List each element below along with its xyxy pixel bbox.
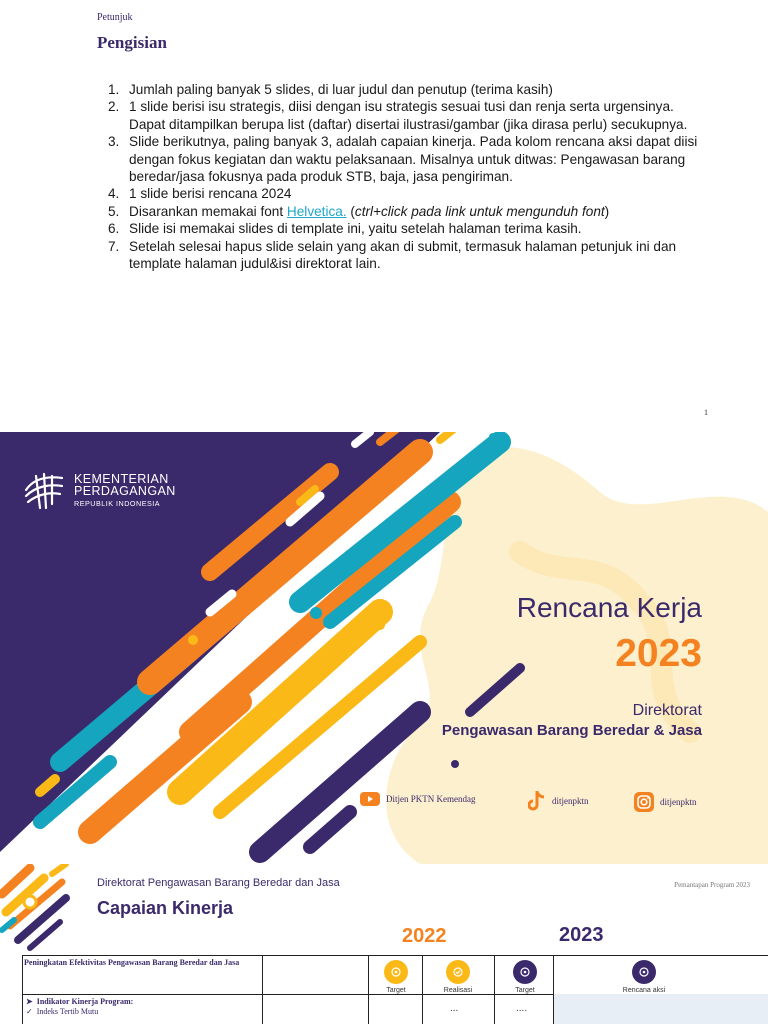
cell-value: .... bbox=[516, 1003, 528, 1014]
social-tiktok[interactable]: ditjenpktn bbox=[528, 790, 589, 812]
target-icon bbox=[513, 960, 537, 984]
list-item: 1. Jumlah paling banyak 5 slides, di luar judul dan penutup (terima kasih) bbox=[108, 82, 553, 97]
column-label: Target bbox=[386, 987, 406, 994]
orange-dot bbox=[391, 471, 399, 479]
program-label: Pemantapan Program 2023 bbox=[674, 881, 750, 889]
orange-dot bbox=[212, 624, 222, 634]
table-header-text: Peningkatan Efektivitas Pengawasan Barang Beredar dan Jasa bbox=[24, 958, 240, 967]
page-number: 1 bbox=[704, 408, 708, 417]
purple-dot bbox=[451, 760, 459, 768]
list-item: 7. Setelah selesai hapus slide selain yang akan di submit, termasuk halaman petunjuk ini dan template halaman judul&isi direktorat lain. bbox=[108, 238, 677, 272]
social-youtube[interactable]: Ditjen PKTN Kemendag bbox=[360, 792, 475, 806]
slide-title: Pengisian bbox=[97, 33, 167, 52]
logo-line-3: REPUBLIK INDONESIA bbox=[74, 498, 161, 508]
list-item: 6. Slide isi memakai slides di template ini, yaitu setelah halaman terima kasih. bbox=[108, 221, 582, 237]
rencana-aksi-cell bbox=[553, 994, 768, 1024]
yellow-dot bbox=[375, 620, 385, 630]
youtube-icon bbox=[360, 792, 380, 806]
corner-decoration bbox=[0, 864, 90, 954]
list-item: 2. 1 slide berisi isu strategis, diisi dengan isu strategis sesuai tusi dan renja serta urgensinya. Dapat ditampilkan berupa list (daftar) disertai ilustrasi/gambar (jika dirasa perlu) secukupnya. bbox=[108, 99, 688, 132]
yellow-dot bbox=[188, 635, 198, 645]
instructions-slide bbox=[0, 0, 768, 432]
directorate-name: Pengawasan Barang Beredar & Jasa bbox=[441, 722, 702, 739]
tiktok-icon bbox=[528, 790, 546, 812]
column-label: Realisasi bbox=[443, 987, 473, 994]
teal-dot bbox=[489, 433, 497, 441]
social-instagram[interactable]: ditjenpktn bbox=[634, 792, 697, 812]
column-label: Target bbox=[515, 987, 535, 994]
column-label: Rencana aksi bbox=[622, 987, 666, 994]
indicator-label: ➤ Indikator Kinerja Program: bbox=[26, 997, 134, 1006]
list-item: 4. 1 slide berisi rencana 2024 bbox=[108, 186, 292, 202]
capaian-slide bbox=[0, 864, 768, 1024]
directorate-header: Direktorat Pengawasan Barang Beredar dan Jasa bbox=[97, 877, 340, 889]
realisasi-icon bbox=[446, 960, 470, 984]
year-2023-label: 2023 bbox=[559, 924, 604, 946]
list-item: 3. Slide berikutnya, paling banyak 3, adalah capaian kinerja. Pada kolom rencana aksi dapat diisi dengan fokus kegiatan dan waktu pelaksanaan. Misalnya untuk ditwas: Pengawasan barang beredar/jasa fokusnya pada produk STB, baja, jasa pengiriman. bbox=[108, 134, 698, 185]
target-icon bbox=[384, 960, 408, 984]
rencana-aksi-icon bbox=[632, 960, 656, 984]
cover-title: Rencana Kerja bbox=[516, 592, 702, 623]
instagram-icon bbox=[634, 792, 654, 812]
teal-dot bbox=[310, 607, 322, 619]
cell-value: ... bbox=[450, 1003, 459, 1014]
directorate-label: Direktorat bbox=[632, 702, 702, 719]
kemendag-logo bbox=[22, 468, 176, 512]
indicator-item: ✓ Indeks Tertib Mutu bbox=[26, 1007, 99, 1016]
capaian-table bbox=[22, 955, 768, 1024]
cover-slide bbox=[0, 432, 768, 864]
logo-line-1: KEMENTERIAN bbox=[74, 471, 169, 486]
kemendag-logo-icon bbox=[22, 468, 66, 512]
year-2022-label: 2022 bbox=[402, 925, 447, 947]
slide-title: Capaian Kinerja bbox=[97, 898, 234, 918]
logo-line-2: PERDAGANGAN bbox=[74, 484, 176, 499]
slide-subtitle: Petunjuk bbox=[97, 12, 133, 23]
table-header-row bbox=[22, 955, 768, 994]
helvetica-font-link[interactable]: Helvetica. bbox=[286, 203, 347, 219]
list-item: 5. Disarankan memakai font Helvetica. (ctrl+click pada link untuk mengunduh font) bbox=[108, 203, 610, 219]
cover-year: 2023 bbox=[615, 632, 702, 675]
instruction-list bbox=[108, 81, 698, 272]
yellow-dash bbox=[440, 432, 470, 440]
